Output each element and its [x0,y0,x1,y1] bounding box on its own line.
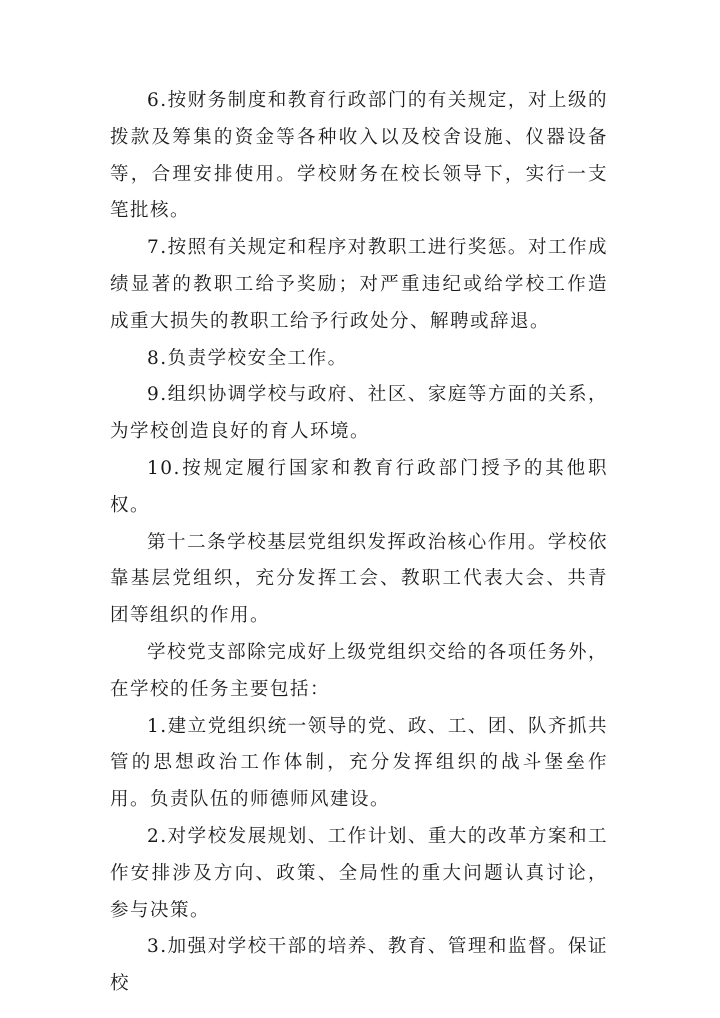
paragraph-item-8: 8.负责学校安全工作。 [147,347,348,369]
paragraph-task-3: 3.加强对学校干部的培养、教育、管理和监督。保证校 [110,936,608,995]
paragraph-task-2: 2.对学校发展规划、工作计划、重大的改革方案和工作安排涉及方向、政策、全局性的重大问题认真讨论，参与决策。 [110,825,608,921]
paragraph-article-12: 第十二条学校基层党组织发挥政治核心作用。学校依靠基层党组织，充分发挥工会、教职工代表大会、共青团等组织的作用。 [110,531,608,627]
paragraph-item-9: 9.组织协调学校与政府、社区、家庭等方面的关系，为学校创造良好的育人环境。 [110,384,608,443]
paragraph-task-1: 1.建立党组织统一领导的党、政、工、团、队齐抓共管的思想政治工作体制，充分发挥组织的战斗堡垒作用。负责队伍的师德师风建设。 [110,715,608,811]
paragraph-item-10: 10.按规定履行国家和教育行政部门授予的其他职权。 [110,457,608,516]
paragraph-item-7: 7.按照有关规定和程序对教职工进行奖惩。对工作成绩显著的教职工给予奖励；对严重违纪或给学校工作造成重大损失的教职工给予行政处分、解聘或辞退。 [110,237,608,332]
paragraph-party-branch-tasks: 学校党支部除完成好上级党组织交给的各项任务外，在学校的任务主要包括： [110,641,608,700]
paragraph-item-6: 6.按财务制度和教育行政部门的有关规定，对上级的拨款及筹集的资金等各种收入以及校舍设施、仪器设备等，合理安排使用。学校财务在校长领导下，实行一支笔批核。 [110,90,608,222]
